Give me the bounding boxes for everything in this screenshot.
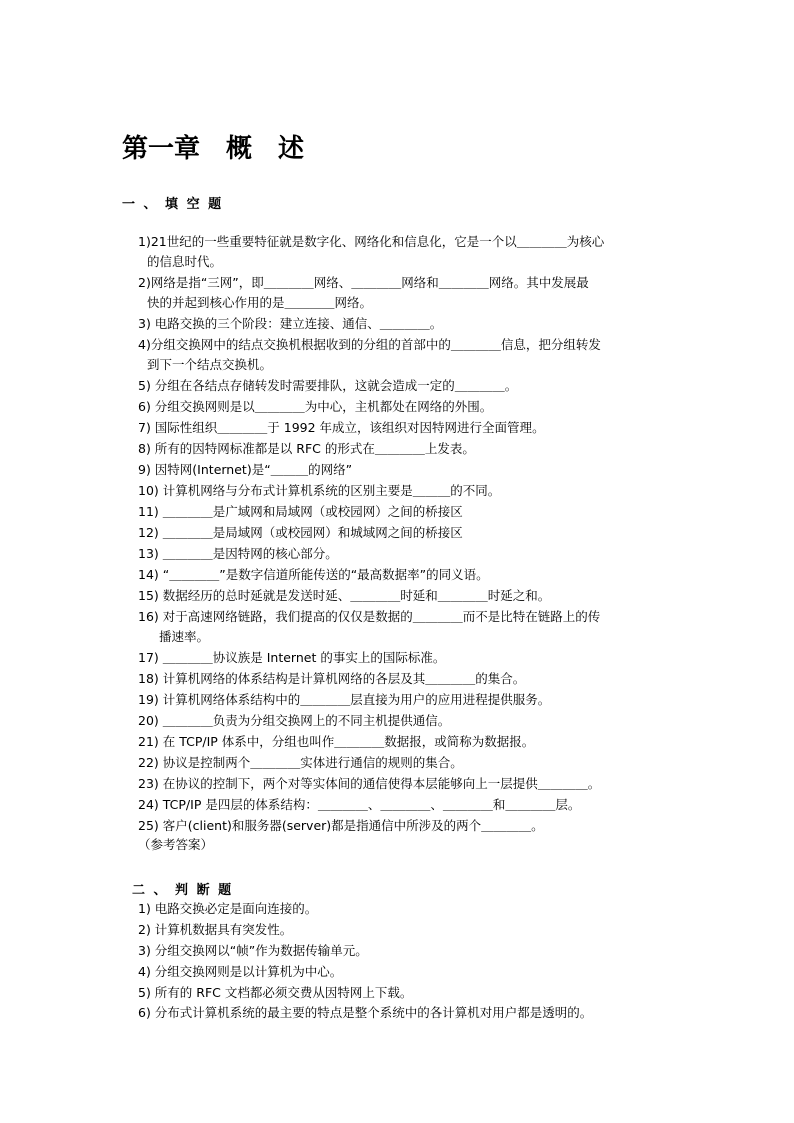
question-17: 17) ＿＿＿＿协议族是 Internet 的事实上的国际标准。 xyxy=(138,650,446,665)
question-1 xyxy=(138,232,604,272)
question-6: 6) 分组交换网则是以＿＿＿＿为中心，主机都处在网络的外围。 xyxy=(138,399,493,414)
section-heading-fill-blank: 一 、 填 空 题 xyxy=(122,197,224,212)
tf-question-5: 5) 所有的 RFC 文档都必须交费从因特网上下载。 xyxy=(138,985,413,1000)
question-line: 快的并起到核心作用的是＿＿＿＿网络。 xyxy=(147,295,373,310)
question-14: 14) “＿＿＿＿”是数字信道所能传送的“最高数据率”的同义语。 xyxy=(138,567,489,582)
question-5: 5) 分组在各结点存储转发时需要排队，这就会造成一定的＿＿＿＿。 xyxy=(138,378,518,393)
tf-question-3: 3) 分组交换网以“帧”作为数据传输单元。 xyxy=(138,943,368,958)
tf-question-1: 1) 电路交换必定是面向连接的。 xyxy=(138,901,318,916)
chapter-title: 第一章 概 述 xyxy=(122,134,305,164)
question-line: 4)分组交换网中的结点交换机根据收到的分组的首部中的＿＿＿＿信息，把分组转发 xyxy=(138,337,601,352)
question-23: 23) 在协议的控制下，两个对等实体间的通信使得本层能够向上一层提供＿＿＿＿。 xyxy=(138,776,601,791)
question-2 xyxy=(138,273,589,313)
question-13: 13) ＿＿＿＿是因特网的核心部分。 xyxy=(138,546,338,561)
question-line: 1)21世纪的一些重要特征就是数字化、网络化和信息化，它是一个以＿＿＿＿为核心 xyxy=(138,234,605,249)
question-21: 21) 在 TCP/IP 体系中，分组也叫作＿＿＿＿数据报，或简称为数据报。 xyxy=(138,734,535,749)
question-25: 25) 客户(client)和服务器(server)都是指通信中所涉及的两个＿＿＿＿。 xyxy=(138,818,544,833)
question-15: 15) 数据经历的总时延就是发送时延、＿＿＿＿时延和＿＿＿＿时延之和。 xyxy=(138,588,551,603)
section-heading-true-false: 二 、 判 断 题 xyxy=(132,883,234,898)
question-12: 12) ＿＿＿＿是局域网（或校园网）和城域网之间的桥接区 xyxy=(138,525,463,540)
question-line: 的信息时代。 xyxy=(147,254,223,269)
tf-question-2: 2) 计算机数据具有突发性。 xyxy=(138,922,293,937)
question-4 xyxy=(138,335,601,375)
question-7: 7) 国际性组织＿＿＿＿于 1992 年成立，该组织对因特网进行全面管理。 xyxy=(138,420,545,435)
answer-link[interactable]: （参考答案） xyxy=(138,837,214,852)
question-24: 24) TCP/IP 是四层的体系结构：＿＿＿＿、＿＿＿＿、＿＿＿＿和＿＿＿＿层。 xyxy=(138,797,581,812)
question-10: 10) 计算机网络与分布式计算机系统的区别主要是＿＿＿的不同。 xyxy=(138,483,501,498)
question-line: 16) 对于高速网络链路，我们提高的仅仅是数据的＿＿＿＿而不是比特在链路上的传 xyxy=(138,609,601,624)
question-11: 11) ＿＿＿＿是广域网和局域网（或校园网）之间的桥接区 xyxy=(138,504,463,519)
tf-question-6: 6) 分布式计算机系统的最主要的特点是整个系统中的各计算机对用户都是透明的。 xyxy=(138,1005,593,1020)
question-22: 22) 协议是控制两个＿＿＿＿实体进行通信的规则的集合。 xyxy=(138,755,463,770)
question-line: 播速率。 xyxy=(159,629,210,644)
question-16 xyxy=(138,607,600,647)
question-3: 3) 电路交换的三个阶段：建立连接、通信、＿＿＿＿。 xyxy=(138,316,443,331)
question-20: 20) ＿＿＿＿负责为分组交换网上的不同主机提供通信。 xyxy=(138,713,451,728)
question-9: 9) 因特网(Internet)是“＿＿＿的网络” xyxy=(138,462,353,477)
question-line: 到下一个结点交换机。 xyxy=(147,357,273,372)
tf-question-4: 4) 分组交换网则是以计算机为中心。 xyxy=(138,964,343,979)
question-19: 19) 计算机网络体系结构中的＿＿＿＿层直接为用户的应用进程提供服务。 xyxy=(138,692,551,707)
question-8: 8) 所有的因特网标准都是以 RFC 的形式在＿＿＿＿上发表。 xyxy=(138,441,475,456)
question-line: 2)网络是指“三网”，即＿＿＿＿网络、＿＿＿＿网络和＿＿＿＿网络。其中发展最 xyxy=(138,275,589,290)
question-18: 18) 计算机网络的体系结构是计算机网络的各层及其＿＿＿＿的集合。 xyxy=(138,671,526,686)
